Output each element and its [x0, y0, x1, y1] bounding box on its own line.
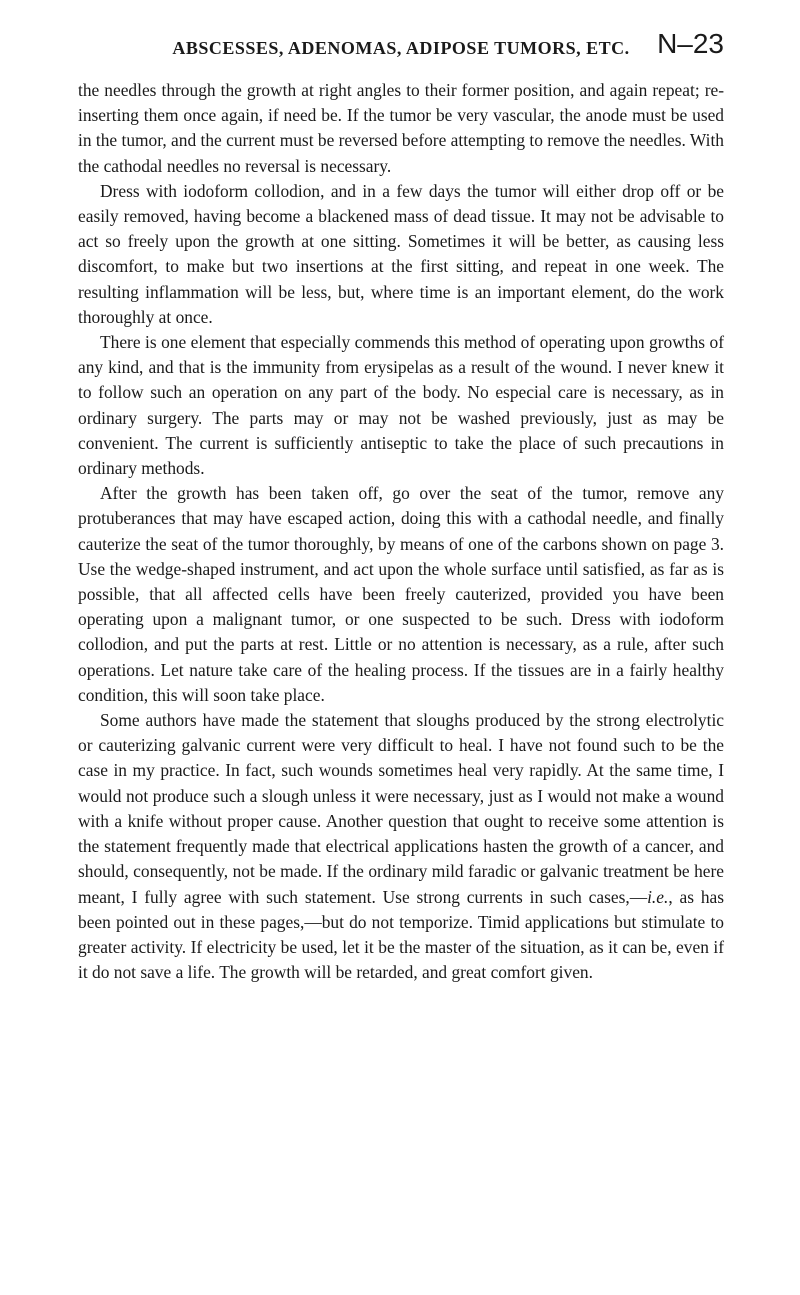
- paragraph-4: After the growth has been taken off, go over the seat of the tumor, remove any protuberances that may have escaped action, doing this with a cathodal needle, and finally cauterize the seat of the tumor thoroughly, by means of one of the carbons shown on page 3. Use the wedge-shaped instrument, and act upon the whole surface until satisfied, as far as is possible, that all affected cells have been freely cauterized, provided you have been operating upon a malignant tumor, or one suspected to be such. Dress with iodoform collodion, and put the parts at rest. Little or no attention is necessary, as a rule, after such operations. Let nature take care of the healing process. If the tissues are in a fairly healthy condition, this will soon take place.: [78, 483, 724, 705]
- paragraph-5-part-2: , as has been pointed out in these pages,—but do not temporize. Timid applications but stimulate to greater activity. If electricity be used, let it be the master of the situation, as it can be, even if it do not save a life. The growth will be retarded, and great comfort given.: [78, 886, 724, 983]
- paragraph-1: the needles through the growth at right angles to their former position, and again repeat; re-inserting them once again, if need be. If the tumor be very vascular, the anode must be used in the tumor, and the current must be reversed before attempting to remove the needles. With the cathodal needles no reversal is necessary.: [78, 80, 724, 176]
- running-head: [78, 28, 724, 70]
- paragraph-5-part-1: Some authors have made the statement that sloughs produced by the strong electrolytic or cauterizing galvanic current were very difficult to heal. I have not found such to be the case in my practice. In fact, such wounds sometimes heal very rapidly. At the same time, I would not produce such a slough unless it were necessary, just as I would not make a wound with a knife without proper cause. Another question that ought to receive some attention is the statement frequently made that electrical applications hasten the growth of a cancer, and should, consequently, not be made. If the ordinary mild faradic or galvanic treatment be here meant, I fully agree with such statement. Use strong currents in such cases,—: [78, 710, 724, 907]
- paragraph-3: There is one element that especially commends this method of operating upon growths of any kind, and that is the immunity from erysipelas as a result of the wound. I never knew it to follow such an operation on any part of the body. No especial care is necessary, as in ordinary surgery. The parts may or may not be washed previously, just as may be convenient. The current is sufficiently antiseptic to take the place of such precautions in ordinary methods.: [78, 332, 724, 479]
- body-text: [78, 78, 724, 985]
- chapter-title: ABSCESSES, ADENOMAS, ADIPOSE TUMORS, ETC.: [172, 38, 630, 58]
- paragraph-5-italic: i.e.: [647, 886, 669, 907]
- page-number: N–23: [657, 28, 724, 59]
- paragraph-2: Dress with iodoform collodion, and in a few days the tumor will either drop off or be easily removed, having become a blackened mass of dead tissue. It may not be advisable to act so freely upon the growth at one sitting. Sometimes it will be better, as causing less discomfort, to make but two insertions at the first sitting, and repeat in one week. The resulting inflammation will be less, but, where time is an important element, do the work thoroughly at once.: [78, 180, 724, 327]
- paragraph-5: [78, 708, 724, 985]
- book-page: [78, 28, 724, 985]
